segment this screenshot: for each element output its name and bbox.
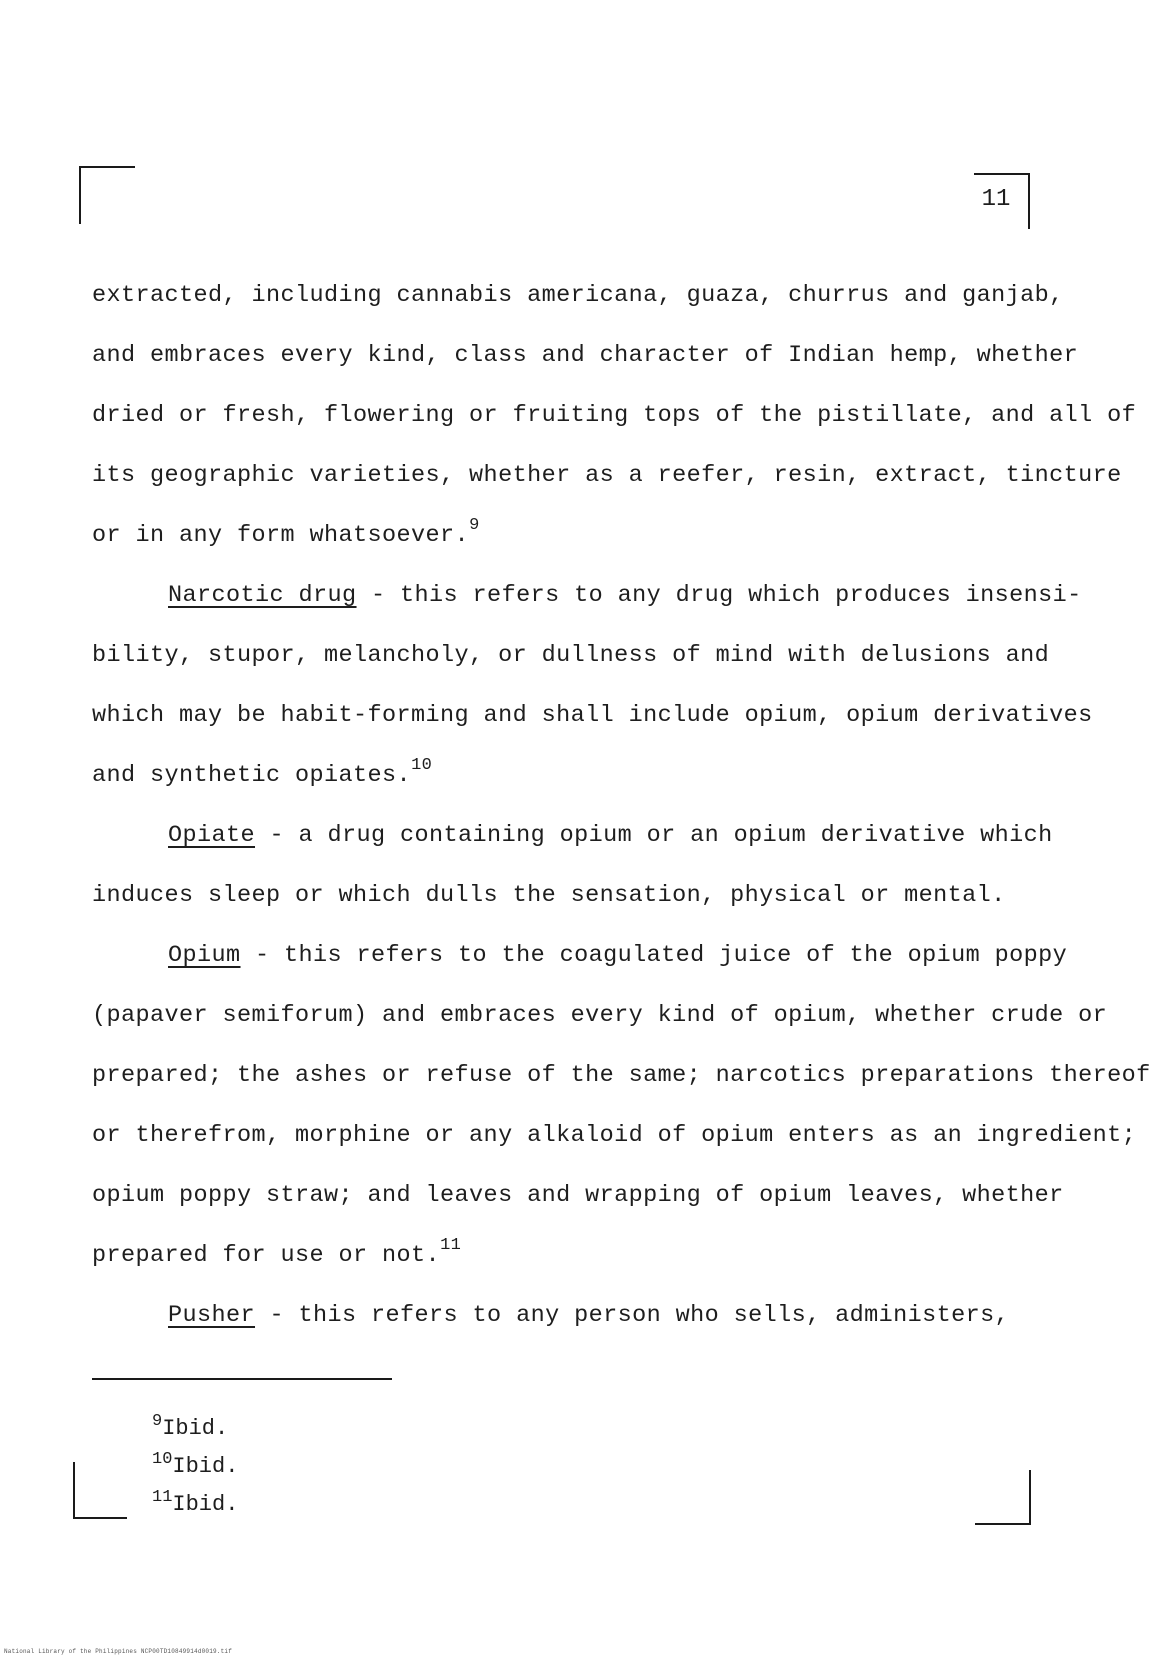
text-line: and embraces every kind, class and character of Indian hemp, whether bbox=[92, 342, 1079, 369]
crop-mark-bottom-right-v bbox=[1029, 1470, 1031, 1525]
text-line: prepared; the ashes or refuse of the same; narcotics preparations thereof bbox=[92, 1062, 1151, 1089]
footnote-ref-9: 9 bbox=[469, 516, 480, 535]
term-dash: - bbox=[356, 582, 401, 609]
definition-opium bbox=[92, 926, 1068, 986]
footnote-text: Ibid. bbox=[172, 1492, 239, 1517]
footnote-text: Ibid. bbox=[162, 1416, 229, 1441]
crop-mark-bottom-right-h bbox=[975, 1523, 1031, 1525]
footnotes bbox=[152, 1410, 452, 1524]
term-dash: - bbox=[255, 1302, 299, 1329]
definition-narcotic-drug bbox=[92, 566, 1082, 626]
text-line-content: or in any form whatsoever. bbox=[92, 522, 470, 549]
crop-mark-bottom-left-h bbox=[73, 1517, 127, 1519]
text-line: which may be habit-forming and shall include opium, opium derivatives bbox=[92, 702, 1093, 729]
footnote-item bbox=[152, 1410, 452, 1448]
footnote-number: 9 bbox=[152, 1412, 163, 1431]
term-opium: Opium bbox=[168, 942, 241, 969]
text-line bbox=[92, 746, 1052, 806]
text-line-content: prepared for use or not. bbox=[92, 1242, 441, 1269]
crop-mark-top-left-h bbox=[79, 166, 135, 168]
footnote-number: 10 bbox=[152, 1450, 173, 1469]
text-line: opium poppy straw; and leaves and wrapping of opium leaves, whether bbox=[92, 1182, 1064, 1209]
text-line bbox=[92, 506, 1052, 566]
footnote-ref-10: 10 bbox=[411, 756, 433, 775]
term-dash: - bbox=[255, 822, 299, 849]
text-line-content: this refers to any person who sells, administers, bbox=[298, 1302, 1010, 1329]
text-line: or therefrom, morphine or any alkaloid of opium enters as an ingredient; bbox=[92, 1122, 1137, 1149]
footnote-item bbox=[152, 1448, 452, 1486]
text-line: bility, stupor, melancholy, or dullness of mind with delusions and bbox=[92, 642, 1050, 669]
crop-mark-top-right-v bbox=[1028, 173, 1030, 229]
crop-mark-bottom-left-v bbox=[73, 1462, 75, 1519]
scan-footer: National Library of the Philippines NCP00TD10849914d0019.tif bbox=[4, 1648, 233, 1655]
footnote-text: Ibid. bbox=[172, 1454, 239, 1479]
text-line bbox=[92, 1226, 1052, 1286]
text-line: its geographic varieties, whether as a reefer, resin, extract, tincture bbox=[92, 462, 1122, 489]
term-pusher: Pusher bbox=[168, 1302, 256, 1329]
definition-opiate bbox=[92, 806, 1052, 866]
term-narcotic-drug: Narcotic drug bbox=[168, 582, 357, 609]
definition-pusher bbox=[92, 1286, 1052, 1346]
footnote-number: 11 bbox=[152, 1488, 173, 1507]
text-line-content: this refers to any drug which produces insensi- bbox=[400, 582, 1082, 609]
term-opiate: Opiate bbox=[168, 822, 256, 849]
text-line-content: this refers to the coagulated juice of the opium poppy bbox=[284, 942, 1068, 969]
crop-mark-top-right-h bbox=[974, 173, 1030, 175]
footnote-divider bbox=[92, 1378, 392, 1380]
crop-mark-top-left-v bbox=[79, 166, 81, 224]
text-line-content: and synthetic opiates. bbox=[92, 762, 412, 789]
footnote-item bbox=[152, 1486, 452, 1524]
text-line: (papaver semiforum) and embraces every kind of opium, whether crude or bbox=[92, 1002, 1108, 1029]
text-line: induces sleep or which dulls the sensation, physical or mental. bbox=[92, 882, 1006, 909]
page-number: 11 bbox=[981, 186, 1011, 213]
text-line: extracted, including cannabis americana, guaza, churrus and ganjab, bbox=[92, 282, 1064, 309]
text-line: dried or fresh, flowering or fruiting tops of the pistillate, and all of bbox=[92, 402, 1137, 429]
text-line-content: a drug containing opium or an opium derivative which bbox=[298, 822, 1053, 849]
term-dash: - bbox=[240, 942, 285, 969]
body-text bbox=[92, 266, 1151, 1346]
footnote-ref-11: 11 bbox=[440, 1236, 462, 1255]
